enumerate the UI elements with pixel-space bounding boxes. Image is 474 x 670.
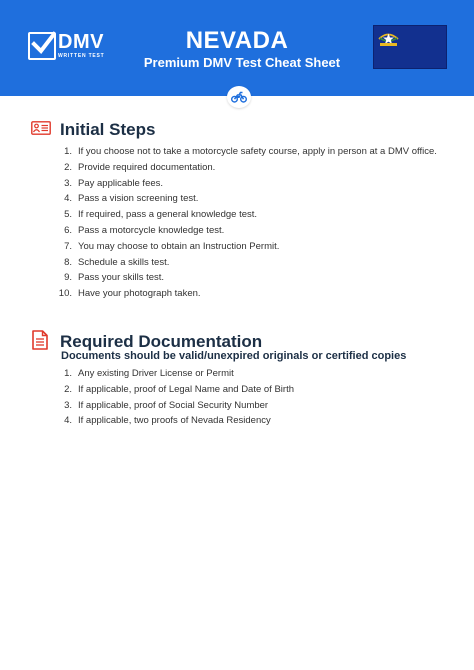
state-title: NEVADA: [185, 27, 289, 54]
list-item: [64, 191, 437, 207]
section-title-required-documentation: Required Documentation: [60, 332, 263, 351]
list-item: [58, 286, 437, 302]
list-item-text: Pass your skills test.: [78, 272, 165, 284]
logo-word: DMV: [58, 31, 104, 53]
list-item-text: If applicable, proof of Social Security Number: [78, 399, 269, 411]
list-item-number: 7.: [64, 240, 72, 252]
list-item-number: 4.: [64, 193, 72, 205]
list-item: [64, 160, 437, 176]
id-card-icon: [31, 121, 51, 135]
header-banner: [0, 0, 474, 96]
list-item: [64, 382, 294, 398]
list-item: [64, 270, 437, 286]
list-item-text: If required, pass a general knowledge test.: [78, 209, 258, 221]
list-item-number: 2.: [64, 161, 72, 173]
list-item-text: Any existing Driver License or Permit: [78, 368, 234, 379]
list-item-text: You may choose to obtain an Instruction Permit.: [78, 240, 280, 252]
list-item: [64, 223, 437, 239]
list-item-text: If applicable, proof of Legal Name and Date of Birth: [78, 383, 294, 395]
motorcycle-icon: [231, 91, 247, 103]
initial-steps-list: [58, 144, 437, 302]
list-item-text: Provide required documentation.: [78, 161, 216, 173]
list-item-text: Schedule a skills test.: [78, 256, 170, 268]
logo-subtext: WRITTEN TEST: [58, 53, 105, 59]
list-item: [64, 207, 437, 223]
list-item-number: 1.: [64, 146, 72, 157]
list-item: [64, 366, 294, 382]
list-item-number: 5.: [64, 209, 72, 221]
list-item-number: 3.: [64, 177, 72, 189]
list-item: [64, 413, 294, 429]
list-item-number: 3.: [64, 399, 72, 411]
required-documentation-list: [64, 366, 294, 429]
list-item-number: 1.: [64, 368, 72, 379]
list-item-number: 10.: [58, 288, 72, 300]
section-title-initial-steps: Initial Steps: [60, 120, 156, 139]
nevada-flag-icon: [373, 25, 447, 69]
list-item-text: Pass a vision screening test.: [78, 193, 199, 205]
list-item-number: 8.: [64, 256, 72, 268]
list-item-number: 4.: [64, 415, 72, 427]
list-item: [64, 255, 437, 271]
list-item-number: 9.: [64, 272, 72, 284]
list-item-text: If applicable, two proofs of Nevada Residency: [78, 415, 271, 427]
page-subtitle: Premium DMV Test Cheat Sheet: [143, 55, 341, 70]
list-item-text: If you choose not to take a motorcycle safety course, apply in person at a DMV office.: [78, 146, 437, 157]
list-item-text: Have your photograph taken.: [78, 288, 201, 300]
list-item: [64, 239, 437, 255]
list-item-text: Pay applicable fees.: [78, 177, 164, 189]
list-item-number: 2.: [64, 383, 72, 395]
list-item: [64, 398, 294, 414]
motorcycle-badge: [227, 86, 251, 108]
list-item-text: Pass a motorcycle knowledge test.: [78, 224, 225, 236]
list-item: [64, 176, 437, 192]
list-item-number: 6.: [64, 224, 72, 236]
section-subtitle: Documents should be valid/unexpired originals or certified copies: [61, 350, 407, 362]
document-icon: [32, 330, 48, 350]
list-item: [64, 144, 437, 160]
